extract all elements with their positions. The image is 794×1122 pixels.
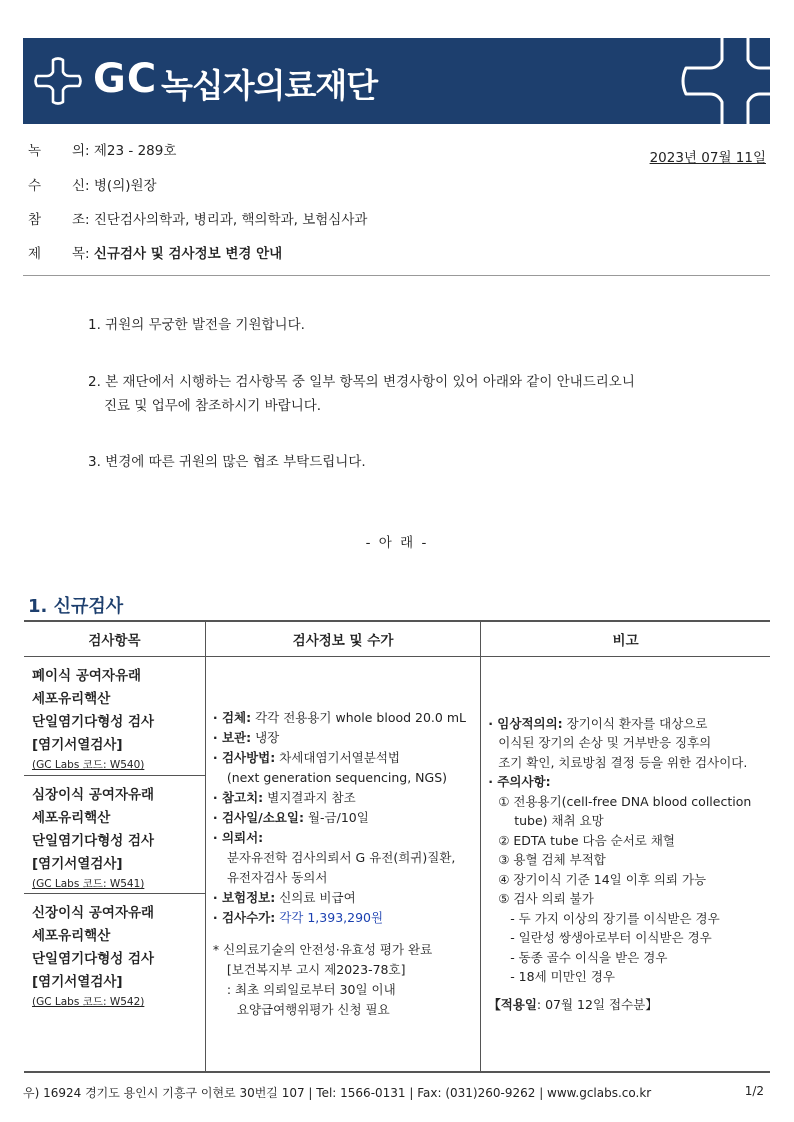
column-header-item: 검사항목 (24, 621, 205, 657)
reference-row: 참 조: 진단검사의학과, 병리과, 핵의학과, 보험심사과 (28, 212, 368, 228)
doc-number-row: 녹 의: 제23 - 289호 (28, 143, 177, 159)
test-item-lung: 폐이식 공여자유래 세포유리핵산 단일염기다형성 검사 [염기서열검사] (GC Labs 코드: W540) (24, 657, 205, 775)
recipient: 병(의)원장 (93, 178, 157, 194)
below-heading: - 아 래 - (365, 535, 429, 551)
paragraph-1: 1. 귀원의 무궁한 발전을 기원합니다. (88, 317, 305, 333)
reference: 진단검사의학과, 병리과, 핵의학과, 보험심사과 (93, 212, 368, 228)
test-code: (GC Labs 코드: W541) (32, 878, 145, 890)
decorative-cross-icon (680, 38, 770, 124)
footer (23, 1084, 770, 1101)
cross-logo-icon (33, 56, 83, 106)
column-header-info: 검사정보 및 수가 (205, 621, 480, 657)
reference-value: 별지결과지 참조 (267, 790, 356, 805)
test-days: 월-금/10일 (307, 810, 369, 825)
logo-gc: GC (93, 56, 158, 102)
doc-date: 2023년 07월 11일 (649, 150, 766, 166)
test-item-kidney: 신장이식 공여자유래 세포유리핵산 단일염기다형성 검사 [염기서열검사] (GC Labs 코드: W542) (24, 893, 205, 1011)
method: 차세대염기서열분석법 (279, 750, 400, 765)
approval-note: * 신의료기술의 안전성·유효성 평가 완료 [보건복지부 고시 제2023-78호] : 최초 의뢰일로부터 30일 이내 요양급여행위평가 신청 필요 (212, 942, 433, 1017)
test-item-heart: 심장이식 공여자유래 세포유리핵산 단일염기다형성 검사 [염기서열검사] (GC Labs 코드: W541) (24, 775, 205, 893)
header-divider (23, 275, 770, 276)
test-code: (GC Labs 코드: W542) (32, 996, 145, 1008)
specimen: 각각 전용용기 whole blood 20.0 mL (255, 710, 466, 725)
test-info: · 검체: 각각 전용용기 whole blood 20.0 mL · 보관: 냉장 · 검사방법: 차세대염기서열분석법 (next generation sequencing, NGS) · 참고치: 별지결과지 참조 · 검사일/소요일: 월-금/10일 · 의뢰서: 분자유전학 검사의뢰서 G 유전(희귀)질환, 유전자검사 동의서 · 보험정보: 신의료 비급여 · 검사수가: 각각 1,393,290원 * 신의료기술의 안전성·유효성 평가 완료 [보건복지부 고시 제2023-78호] : 최초 의뢰일로부터 30일 이내 요양급여행위평가 신청 필요 (207, 708, 479, 1020)
recipient-row: 수 신: 병(의)원장 (28, 178, 157, 194)
test-remarks: · 임상적의의: 장기이식 환자를 대상으로 이식된 장기의 손상 및 거부반응 징후의 조기 확인, 치료방침 결정 등을 위한 검사이다. · 주의사항: ① 전용용기(cell-free DNA blood collection tube) 채취 요망 ② EDTA tube 다음 순서로 채혈 ③ 용혈 검체 부적합 ④ 장기이식 기준 14일 이후 의뢰 가능 ⑤ 검사 의뢰 불가 - 두 가지 이상의 장기를 이식받은 경우 - 일란성 쌍생아로부터 이식받은 경우 - 동종 골수 이식을 받은 경우 - 18세 미만인 경우 【적용일: 07월 12일 접수분】 (482, 714, 769, 1015)
subject-row: 제 목: 신규검사 및 검사정보 변경 안내 (28, 246, 283, 262)
section-title: 1. 신규검사 (28, 596, 124, 617)
new-test-table (24, 620, 770, 1073)
test-fee: 각각 1,393,290원 (279, 910, 384, 925)
subject: 신규검사 및 검사정보 변경 안내 (93, 246, 283, 262)
column-header-remarks: 비고 (481, 621, 770, 657)
doc-number: 제23 - 289호 (93, 143, 177, 159)
apply-date: 【적용일: 07월 12일 접수분】 (488, 996, 658, 1012)
paragraph-2: 2. 본 재단에서 시행하는 검사항목 중 일부 항목의 변경사항이 있어 아래와 같이 안내드리오니 진료 및 업무에 참조하시기 바랍니다. (88, 374, 635, 414)
storage: 냉장 (255, 730, 280, 745)
paragraph-3: 3. 변경에 따른 귀원의 많은 협조 부탁드립니다. (88, 454, 366, 470)
header-banner (23, 38, 770, 124)
logo-foundation-name: 녹십자의료재단 (161, 66, 378, 105)
footer-contact: 우) 16924 경기도 용인시 기흥구 이현로 30번길 107 | Tel: 1566-0131 | Fax: (031)260-9262 | www.gclabs.co.kr (23, 1086, 652, 1100)
test-code: (GC Labs 코드: W540) (32, 759, 145, 771)
page-number: 1/2 (744, 1084, 764, 1098)
insurance: 신의료 비급여 (279, 890, 356, 905)
